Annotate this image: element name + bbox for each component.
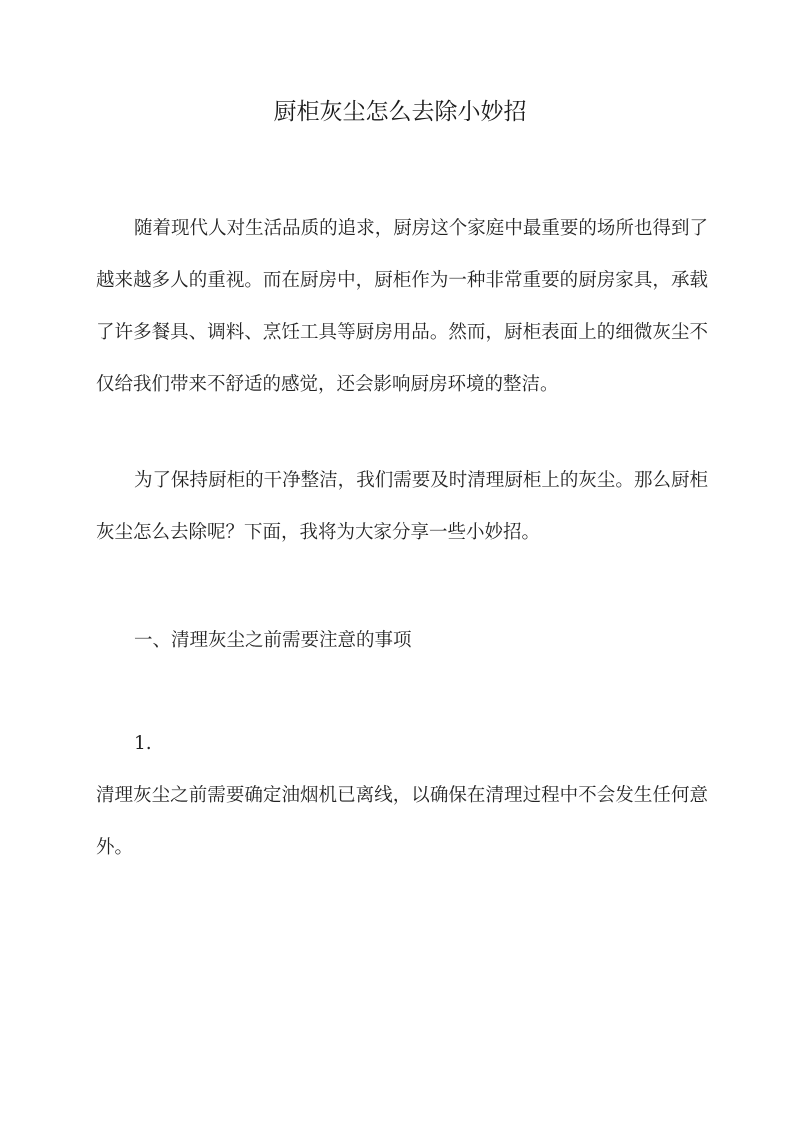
- document-title: 厨柜灰尘怎么去除小妙招: [273, 99, 527, 125]
- question-paragraph: 为了保持厨柜的干净整洁，我们需要及时清理厨柜上的灰尘。那么厨柜灰尘怎么去除呢？下面，我将为大家分享一些小妙招。: [96, 470, 708, 543]
- section-heading: 一、清理灰尘之前需要注意的事项: [134, 630, 412, 651]
- intro-paragraph: 随着现代人对生活品质的追求，厨房这个家庭中最重要的场所也得到了越来越多人的重视。而在厨房中，厨柜作为一种非常重要的厨房家具，承载了许多餐具、调料、烹饪工具等厨房用品。然而，厨柜表面上的细微灰尘不仅给我们带来不舒适的感觉，还会影响厨房环境的整洁。: [96, 218, 708, 395]
- list-item-number: 1.: [134, 733, 152, 754]
- list-item-text: 清理灰尘之前需要确定油烟机已离线，以确保在清理过程中不会发生任何意外。: [96, 785, 708, 858]
